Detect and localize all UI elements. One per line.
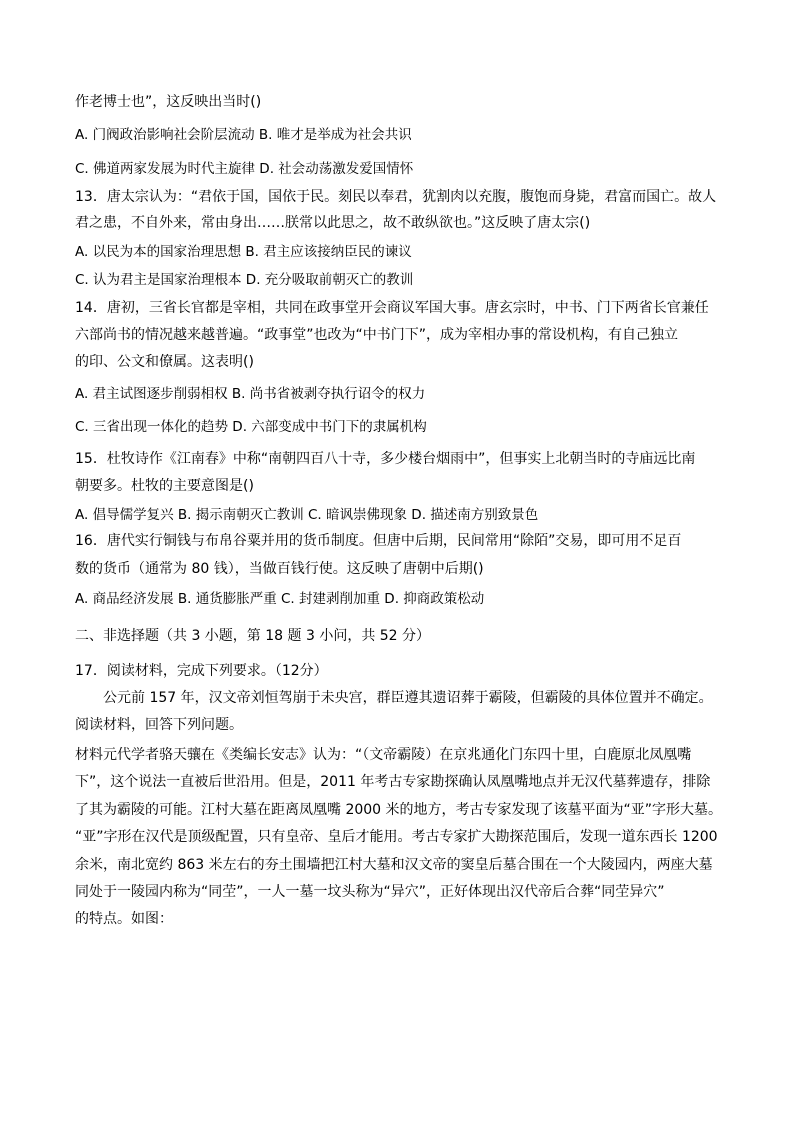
q17-material-line7: 的特点。如图： xyxy=(75,911,173,927)
q17-heading: 17．阅读材料，完成下列要求。（12分） xyxy=(75,663,328,679)
q15-options: A. 倡导儒学复兴 B. 揭示南朝灭亡教训 C. 暗讽崇佛现象 D. 描述南方别致景色 xyxy=(75,507,539,523)
q13-stem-line1: 13．唐太宗认为：“君依于国，国依于民。刻民以奉君，犹割肉以充腹，腹饱而身毙，君富而国亡。故人 xyxy=(75,189,717,205)
q15-stem-line2: 朝要多。杜牧的主要意图是() xyxy=(75,478,254,494)
q17-material-line1: 材料元代学者骆天骧在《类编长安志》认为：“（文帝霸陵）在京兆通化门东四十里，白鹿原北凤凰嘴 xyxy=(75,747,692,763)
q16-options: A. 商品经济发展 B. 通货膨胀严重 C. 封建剥削加重 D. 抑商政策松动 xyxy=(75,591,485,607)
q16-stem-line2: 数的货币（通常为 80 钱），当做百钱行使。这反映了唐朝中后期() xyxy=(75,561,484,577)
q17-material-line6: 同处于一陵园内称为“同茔”，一人一墓一坟头称为“异穴”，正好体现出汉代帝后合葬“同茔异穴” xyxy=(75,884,665,900)
q17-material-line3: 了其为霸陵的可能。江村大墓在距离凤凰嘴 2000 米的地方，考古专家发现了该墓平面为“亚”字形大墓。 xyxy=(75,802,723,818)
section-heading-nonchoice: 二、非选择题（共 3 小题，第 18 题 3 小问，共 52 分） xyxy=(75,628,431,644)
q13-stem-line2: 君之患，不自外来，常由身出……朕常以此思之，故不敢纵欲也。”这反映了唐太宗() xyxy=(75,215,591,231)
q12-options-cd: C. 佛道两家发展为时代主旋律 D. 社会动荡激发爱国情怀 xyxy=(75,161,414,177)
q17-material-line4: “亚”字形在汉代是顶级配置，只有皇帝、皇后才能用。考古专家扩大勘探范围后，发现一道东西长 1200 xyxy=(75,829,718,845)
q16-stem-line1: 16．唐代实行铜钱与布帛谷粟并用的货币制度。但唐中后期，民间常用“除陌”交易，即可用不足百 xyxy=(75,533,682,549)
q14-stem-line1: 14．唐初，三省长官都是宰相，共同在政事堂开会商议军国大事。唐玄宗时，中书、门下两省长官兼任 xyxy=(75,300,709,316)
q12-stem-end: 作老博士也”，这反映出当时() xyxy=(75,94,262,110)
q17-material-line2: 下”，这个说法一直被后世沿用。但是，2011 年考古专家勘探确认凤凰嘴地点并无汉代墓葬遗存，排除 xyxy=(75,774,711,790)
q17-material-line5: 余米，南北宽约 863 米左右的夯土围墙把江村大墓和汉文帝的窦皇后墓合围在一个大陵园内，两座大墓 xyxy=(75,857,713,873)
q14-options-ab: A. 君主试图逐步削弱相权 B. 尚书省被剥夺执行诏令的权力 xyxy=(75,386,426,402)
q14-stem-line2: 六部尚书的情况越来越普遍。“政事堂”也改为“中书门下”，成为宰相办事的常设机构，有自己独立 xyxy=(75,327,679,343)
q17-intro-line1: 公元前 157 年，汉文帝刘恒驾崩于未央宫，群臣遵其遗诏葬于霸陵，但霸陵的具体位置并不确定。 xyxy=(103,690,713,706)
q15-stem-line1: 15．杜牧诗作《江南春》中称“南朝四百八十寺，多少楼台烟雨中”，但事实上北朝当时的寺庙远比南 xyxy=(75,451,696,467)
q14-options-cd: C. 三省出现一体化的趋势 D. 六部变成中书门下的隶属机构 xyxy=(75,419,427,435)
q17-intro-line2: 阅读材料，回答下列问题。 xyxy=(75,717,243,733)
q14-stem-line3: 的印、公文和僚属。这表明() xyxy=(75,354,254,370)
q12-options-ab: A. 门阀政治影响社会阶层流动 B. 唯才是举成为社会共识 xyxy=(75,127,412,143)
q13-options-cd: C. 认为君主是国家治理根本 D. 充分吸取前朝灭亡的教训 xyxy=(75,272,414,288)
q13-options-ab: A. 以民为本的国家治理思想 B. 君主应该接纳臣民的谏议 xyxy=(75,244,412,260)
